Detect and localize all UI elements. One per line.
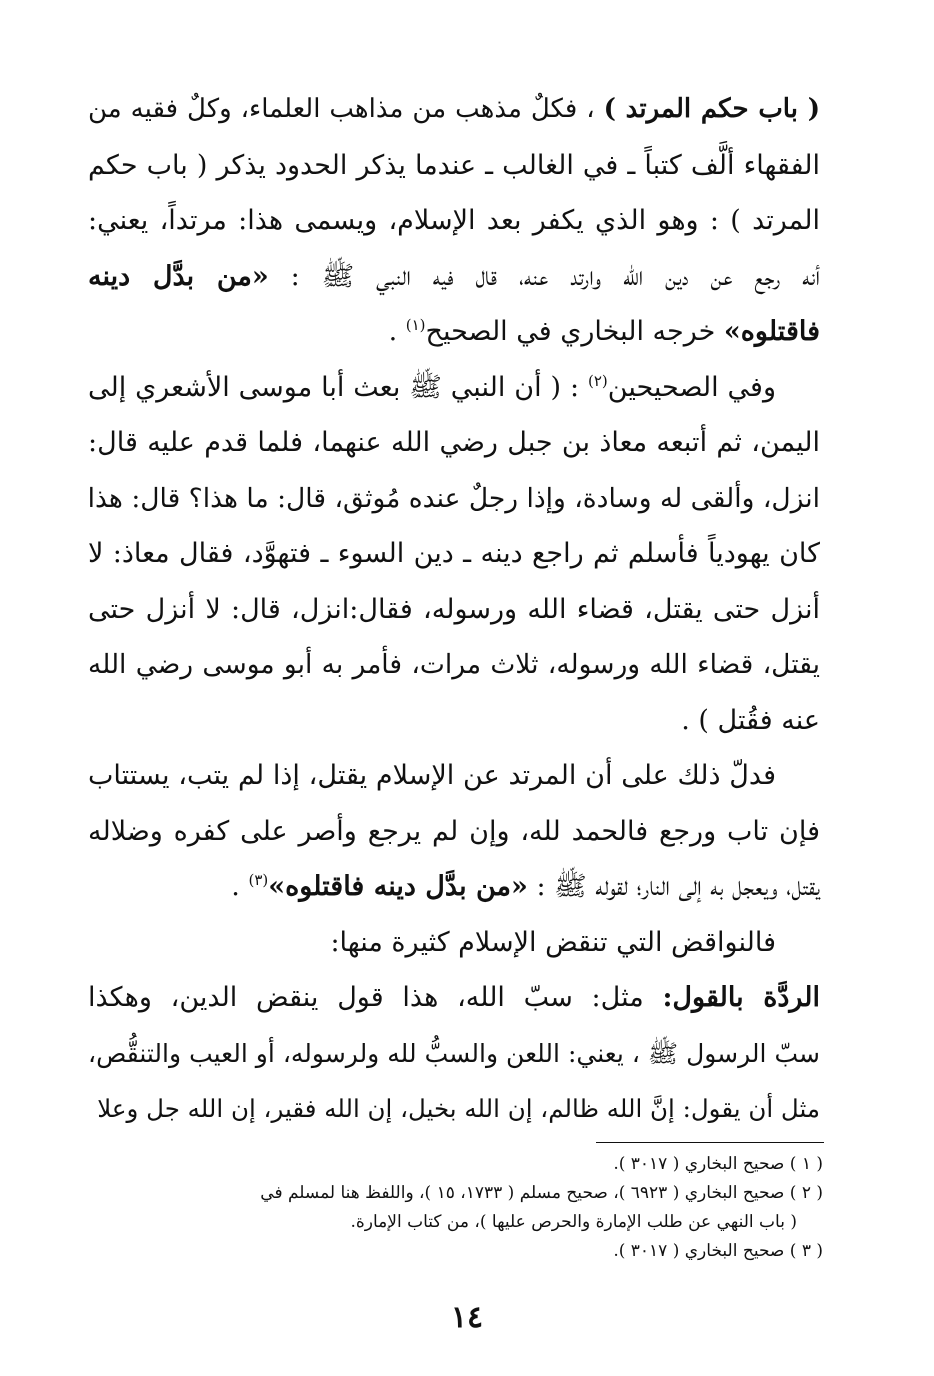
text-line bbox=[88, 582, 820, 638]
text-segment: وفي الصحيحين bbox=[607, 371, 776, 403]
footnote-ref: (٣) bbox=[248, 871, 269, 889]
text-segment: خرجه البخاري في الصحيح bbox=[425, 316, 724, 347]
text-line bbox=[88, 415, 820, 471]
bold-text: فاقتلوه» bbox=[723, 316, 820, 347]
footnote-ref: (١) bbox=[405, 316, 426, 334]
footnotes bbox=[88, 1150, 823, 1266]
text-line bbox=[88, 193, 820, 249]
text-segment: . bbox=[388, 316, 406, 347]
text-segment: يقتل، ويعجل به إلى النار؛ لقوله ﷺ : bbox=[527, 871, 820, 902]
page-number: ١٤ bbox=[450, 1300, 484, 1335]
bold-text: «من بدَّل دينه فاقتلوه» bbox=[268, 871, 528, 902]
text-segment: الفقهاء ألَّف كتباً ـ في الغالب ـ عندما يذكر الحدود يذكر ( باب حكم bbox=[88, 149, 820, 181]
text-segment: فالنواقض التي تنقض الإسلام كثيرة منها: bbox=[330, 926, 776, 958]
text-line bbox=[88, 970, 820, 1026]
text-segment: أنه رجع عن دين الله وارتد عنه، قال فيه النبي ﷺ : bbox=[268, 260, 820, 292]
text-segment: فدلّ ذلك على أن المرتد عن الإسلام يقتل، إذا لم يتب، يستتاب bbox=[88, 760, 776, 791]
text-segment: المرتد ) : وهو الذي يكفر بعد الإسلام، ويسمى هذا: مرتداً، يعني: bbox=[88, 205, 820, 236]
text-line bbox=[88, 471, 820, 527]
text-segment: انزل، وألقى له وسادة، وإذا رجلٌ عنده مُوثق، قال: ما هذا؟ قال: هذا bbox=[87, 482, 820, 514]
text-line bbox=[88, 526, 820, 582]
text-segment: . bbox=[231, 871, 249, 902]
bold-text: الردَّة بالقول: bbox=[662, 982, 820, 1013]
text-segment: كان يهودياً فأسلم ثم راجع دينه ـ دين السوء ـ فتهوَّد، فقال معاذ: لا bbox=[88, 538, 820, 569]
text-segment: مثل أن يقول: إنَّ الله ظالم، إن الله بخيل، إن الله فقير، إن الله جل وعلا bbox=[97, 1094, 820, 1123]
text-segment: : ( أن النبي ﷺ بعث أبا موسى الأشعري إلى bbox=[88, 371, 588, 403]
text-line bbox=[88, 1026, 820, 1082]
text-line bbox=[88, 1081, 820, 1137]
text-line bbox=[88, 693, 820, 749]
text-segment: مثل: سبّ الله، هذا قول ينقض الدين، وهكذا bbox=[88, 982, 663, 1013]
text-segment: اليمن، ثم أتبعه معاذ بن جبل رضي الله عنهما، فلما قدم عليه قال: bbox=[88, 427, 820, 458]
footnote: ( ٣ ) صحيح البخاري ( ٣٠١٧ ). bbox=[613, 1241, 823, 1261]
text-line bbox=[88, 915, 820, 971]
footnote: ( باب النهي عن طلب الإمارة والحرص عليها )، من كتاب الإمارة. bbox=[350, 1212, 797, 1232]
text-segment: يقتل، قضاء الله ورسوله، ثلاث مرات، فأمر به أبو موسى رضي الله bbox=[88, 649, 820, 680]
text-line bbox=[88, 138, 820, 194]
text-segment: ، فكلٌ مذهب من مذاهب العلماء، وكلٌ فقيه من bbox=[88, 94, 604, 124]
text-line bbox=[88, 637, 820, 693]
text-segment: سبّ الرسول ﷺ ، يعني: اللعن والسبُّ لله ولرسوله، أو العيب والتنقُّص، bbox=[88, 1038, 820, 1068]
footnote: ( ٢ ) صحيح البخاري ( ٦٩٢٣ )، صحيح مسلم ( ١٧٣٣، ١٥ )، واللفظ هنا لمسلم في bbox=[260, 1183, 823, 1203]
main-text bbox=[88, 82, 820, 1137]
text-segment: عنه فقُتل ) . bbox=[681, 704, 820, 736]
text-line bbox=[88, 249, 820, 305]
bold-text: ( باب حكم المرتد ) bbox=[603, 94, 820, 124]
text-segment: فإن تاب ورجع فالحمد لله، وإن لم يرجع وأصر على كفره وضلاله bbox=[88, 815, 820, 847]
text-line bbox=[88, 360, 820, 416]
text-line bbox=[88, 748, 820, 804]
text-line bbox=[88, 859, 820, 915]
bold-text: «من بدَّل دينه bbox=[88, 260, 269, 292]
text-line bbox=[88, 304, 820, 360]
footnote-separator bbox=[596, 1142, 824, 1143]
text-line bbox=[88, 82, 820, 138]
footnote-ref: (٢) bbox=[587, 371, 608, 390]
text-line bbox=[88, 804, 820, 860]
footnote: ( ١ ) صحيح البخاري ( ٣٠١٧ ). bbox=[613, 1154, 823, 1174]
text-segment: أنزل حتى يقتل، قضاء الله ورسوله، فقال:انزل، قال: لا أنزل حتى bbox=[88, 593, 820, 625]
